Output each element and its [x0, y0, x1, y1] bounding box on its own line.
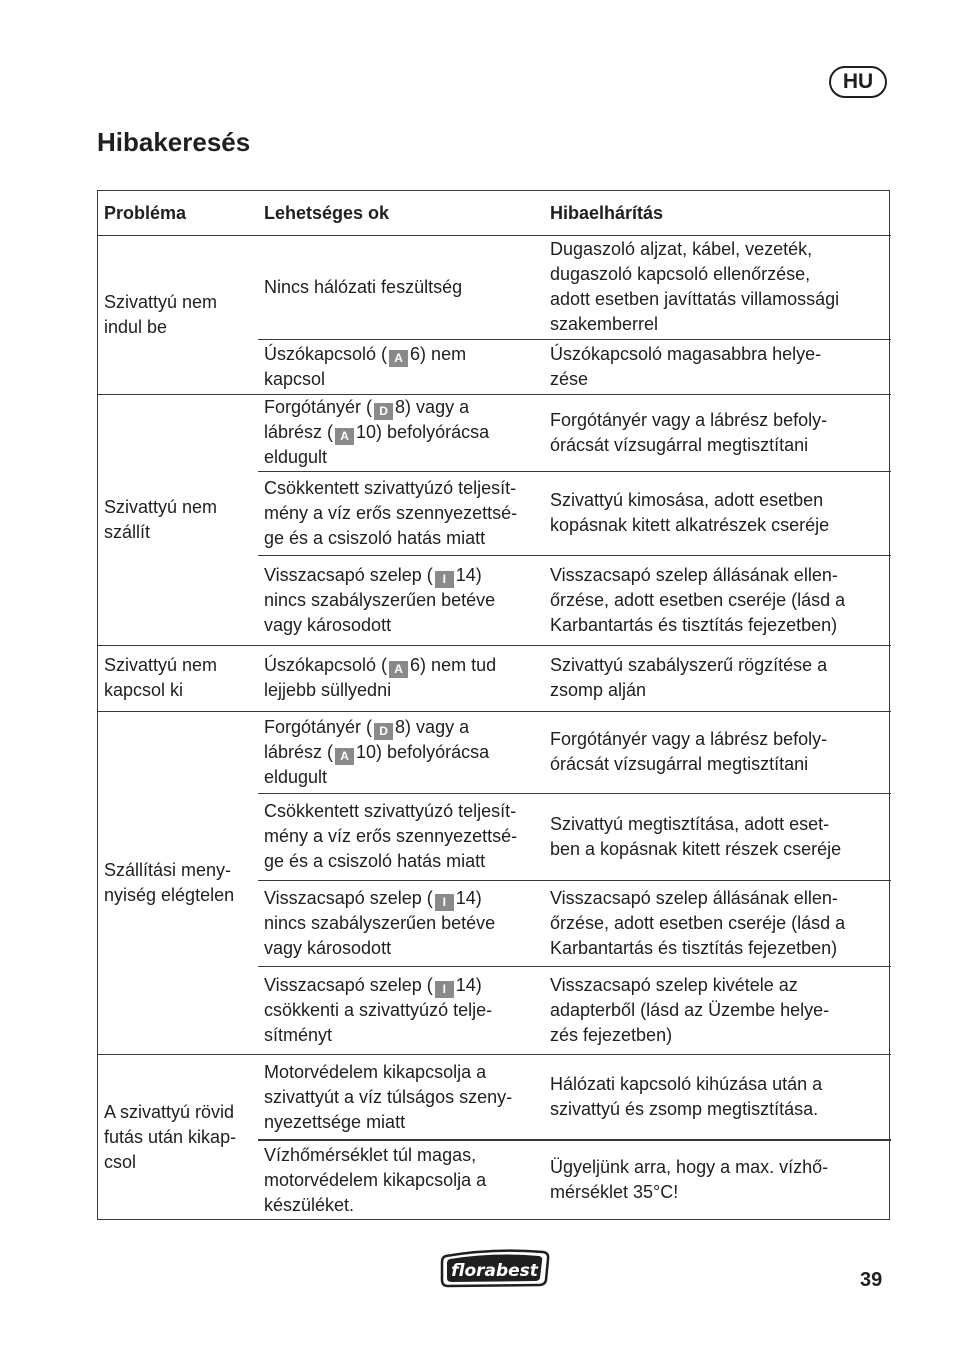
cause-text-segment: Forgótányér (: [264, 397, 373, 417]
figure-reference-badge: D: [374, 723, 393, 740]
remedy-text: Ügyeljünk arra, hogy a max. vízhő- mérséklet 35°C!: [550, 1157, 829, 1202]
cause-text: [264, 476, 517, 551]
cause-cell: [264, 339, 546, 394]
header-cause: Lehetséges ok: [264, 203, 390, 223]
cause-cell: [264, 394, 546, 471]
page-number: 39: [860, 1269, 883, 1291]
figure-reference-badge: A: [389, 350, 408, 367]
problem-text: Szivattyú nem kapcsol ki: [104, 655, 218, 700]
remedy-text: Forgótányér vagy a lábrész befoly- órácsát vízsugárral megtisztítani: [550, 409, 828, 455]
header-remedy: Hibaelhárítás: [550, 203, 664, 223]
cause-text-segment: Nincs hálózati feszültség: [264, 276, 463, 297]
problem-cell: [104, 645, 256, 711]
cause-text-segment: 6) nem kapcsol: [264, 343, 467, 389]
cause-text: [264, 395, 489, 470]
troubleshooting-table: [97, 190, 890, 1220]
cause-text-segment: Csökkentett szivattyúzó teljesít- mény a víz erős szennyezettsé- ge és a csiszoló hatás miatt: [264, 477, 518, 548]
figure-reference-badge: I: [435, 571, 454, 588]
figure-reference-badge: D: [374, 403, 393, 420]
problem-cell: [104, 1054, 256, 1220]
cause-text: [264, 973, 492, 1048]
cause-text: [264, 1143, 486, 1218]
cause-text-segment: Vízhőmérséklet túl magas, motorvédelem kikapcsolja a készüléket.: [264, 1144, 487, 1215]
remedy-cell: [550, 793, 888, 880]
cause-text: [264, 1060, 512, 1135]
problem-text: Szivattyú nem indul be: [104, 291, 218, 337]
cause-text-segment: 10) befolyórácsa eldugult: [264, 422, 490, 467]
remedy-cell: [550, 645, 888, 711]
remedy-text: Úszókapcsoló magasabbra helye- zése: [550, 343, 822, 389]
cause-cell: [264, 966, 546, 1054]
figure-reference-badge: A: [335, 428, 354, 445]
cause-text: [264, 563, 495, 638]
figure-reference-badge: I: [435, 894, 454, 911]
remedy-cell: [550, 1054, 888, 1140]
remedy-cell: [550, 471, 888, 555]
cause-text: [264, 653, 496, 703]
cause-text: [264, 799, 517, 874]
cause-text-segment: 10) befolyórácsa eldugult: [264, 741, 490, 787]
cause-cell: [264, 645, 546, 711]
cause-cell: [264, 235, 546, 339]
cause-text-segment: 14) nincs szabályszerűen betéve vagy károsodott: [264, 564, 496, 635]
cause-text-segment: Forgótányér (: [264, 716, 373, 737]
problem-cell: [104, 394, 256, 645]
remedy-text: Hálózati kapcsoló kihúzása után a szivattyú és zsomp megtisztítása.: [550, 1074, 823, 1119]
cause-text-segment: 8) vagy a lábrész (: [264, 716, 470, 762]
remedy-text: Szivattyú szabályszerű rögzítése a zsomp alján: [550, 655, 828, 700]
page-title: Hibakeresés: [97, 127, 251, 157]
cause-text-segment: 14) csökkenti a szivattyúzó telje- sítményt: [264, 974, 493, 1045]
cause-cell: [264, 471, 546, 555]
remedy-text: Visszacsapó szelep kivétele az adapterből (lásd az Üzembe helye- zés fejezetben): [550, 974, 830, 1045]
remedy-cell: [550, 339, 888, 394]
remedy-cell: [550, 1140, 888, 1220]
florabest-logo: [438, 1246, 551, 1288]
problem-text: Szivattyú nem szállít: [104, 496, 218, 542]
figure-reference-badge: A: [389, 661, 408, 678]
problem-cell: [104, 235, 256, 394]
cause-cell: [264, 1140, 546, 1220]
cause-text-segment: Visszacsapó szelep (: [264, 564, 433, 585]
logo-text: florabest: [451, 1261, 538, 1281]
cause-text-segment: 14) nincs szabályszerűen betéve vagy károsodott: [264, 887, 496, 958]
remedy-cell: [550, 966, 888, 1054]
remedy-cell: [550, 711, 888, 793]
cause-cell: [264, 711, 546, 793]
remedy-cell: [550, 880, 888, 966]
remedy-cell: [550, 394, 888, 471]
cause-text: [264, 275, 462, 300]
cause-text-segment: Visszacsapó szelep (: [264, 887, 433, 908]
cause-cell: [264, 1054, 546, 1140]
remedy-cell: [550, 555, 888, 645]
remedy-cell: [550, 235, 888, 339]
cause-text: [264, 715, 489, 790]
cause-text-segment: Úszókapcsoló (: [264, 655, 388, 675]
remedy-text: Szivattyú megtisztítása, adott eset- ben a kopásnak kitett részek cseréje: [550, 813, 842, 859]
cause-cell: [264, 555, 546, 645]
remedy-text: Dugaszoló aljzat, kábel, vezeték, dugaszoló kapcsoló ellenőrzése, adott esetben javíttatás villamossági szakemberrel: [550, 239, 840, 334]
header-problem: Probléma: [104, 203, 187, 223]
cause-cell: [264, 793, 546, 880]
cause-text-segment: Motorvédelem kikapcsolja a szivattyút a víz túlságos szeny- nyezettsége miatt: [264, 1061, 513, 1132]
remedy-text: Forgótányér vagy a lábrész befoly- órácsát vízsugárral megtisztítani: [550, 729, 828, 774]
remedy-text: Visszacsapó szelep állásának ellen- őrzése, adott esetben cseréje (lásd a Karbantartás és tisztítás fejezetben): [550, 564, 846, 635]
figure-reference-badge: A: [335, 748, 354, 765]
cause-text-segment: Úszókapcsoló (: [264, 343, 388, 364]
problem-cell: [104, 711, 256, 1054]
cause-text: [264, 886, 495, 961]
figure-reference-badge: I: [435, 981, 454, 998]
remedy-text: Visszacsapó szelep állásának ellen- őrzése, adott esetben cseréje (lásd a Karbantartás és tisztítás fejezetben): [550, 887, 846, 958]
cause-text-segment: 6) nem tud lejjebb süllyedni: [264, 655, 497, 700]
cause-text-segment: 8) vagy a lábrész (: [264, 397, 470, 442]
cause-cell: [264, 880, 546, 966]
cause-text: [264, 342, 466, 392]
cause-text-segment: Csökkentett szivattyúzó teljesít- mény a víz erős szennyezettsé- ge és a csiszoló hatás miatt: [264, 801, 518, 871]
problem-text: Szállítási meny- nyiség elégtelen: [104, 859, 235, 905]
remedy-text: Szivattyú kimosása, adott esetben kopásnak kitett alkatrészek cseréje: [550, 490, 830, 535]
problem-text: A szivattyú rövid futás után kikap- csol: [104, 1101, 237, 1172]
language-badge: HU: [829, 66, 887, 98]
cause-text-segment: Visszacsapó szelep (: [264, 974, 433, 995]
